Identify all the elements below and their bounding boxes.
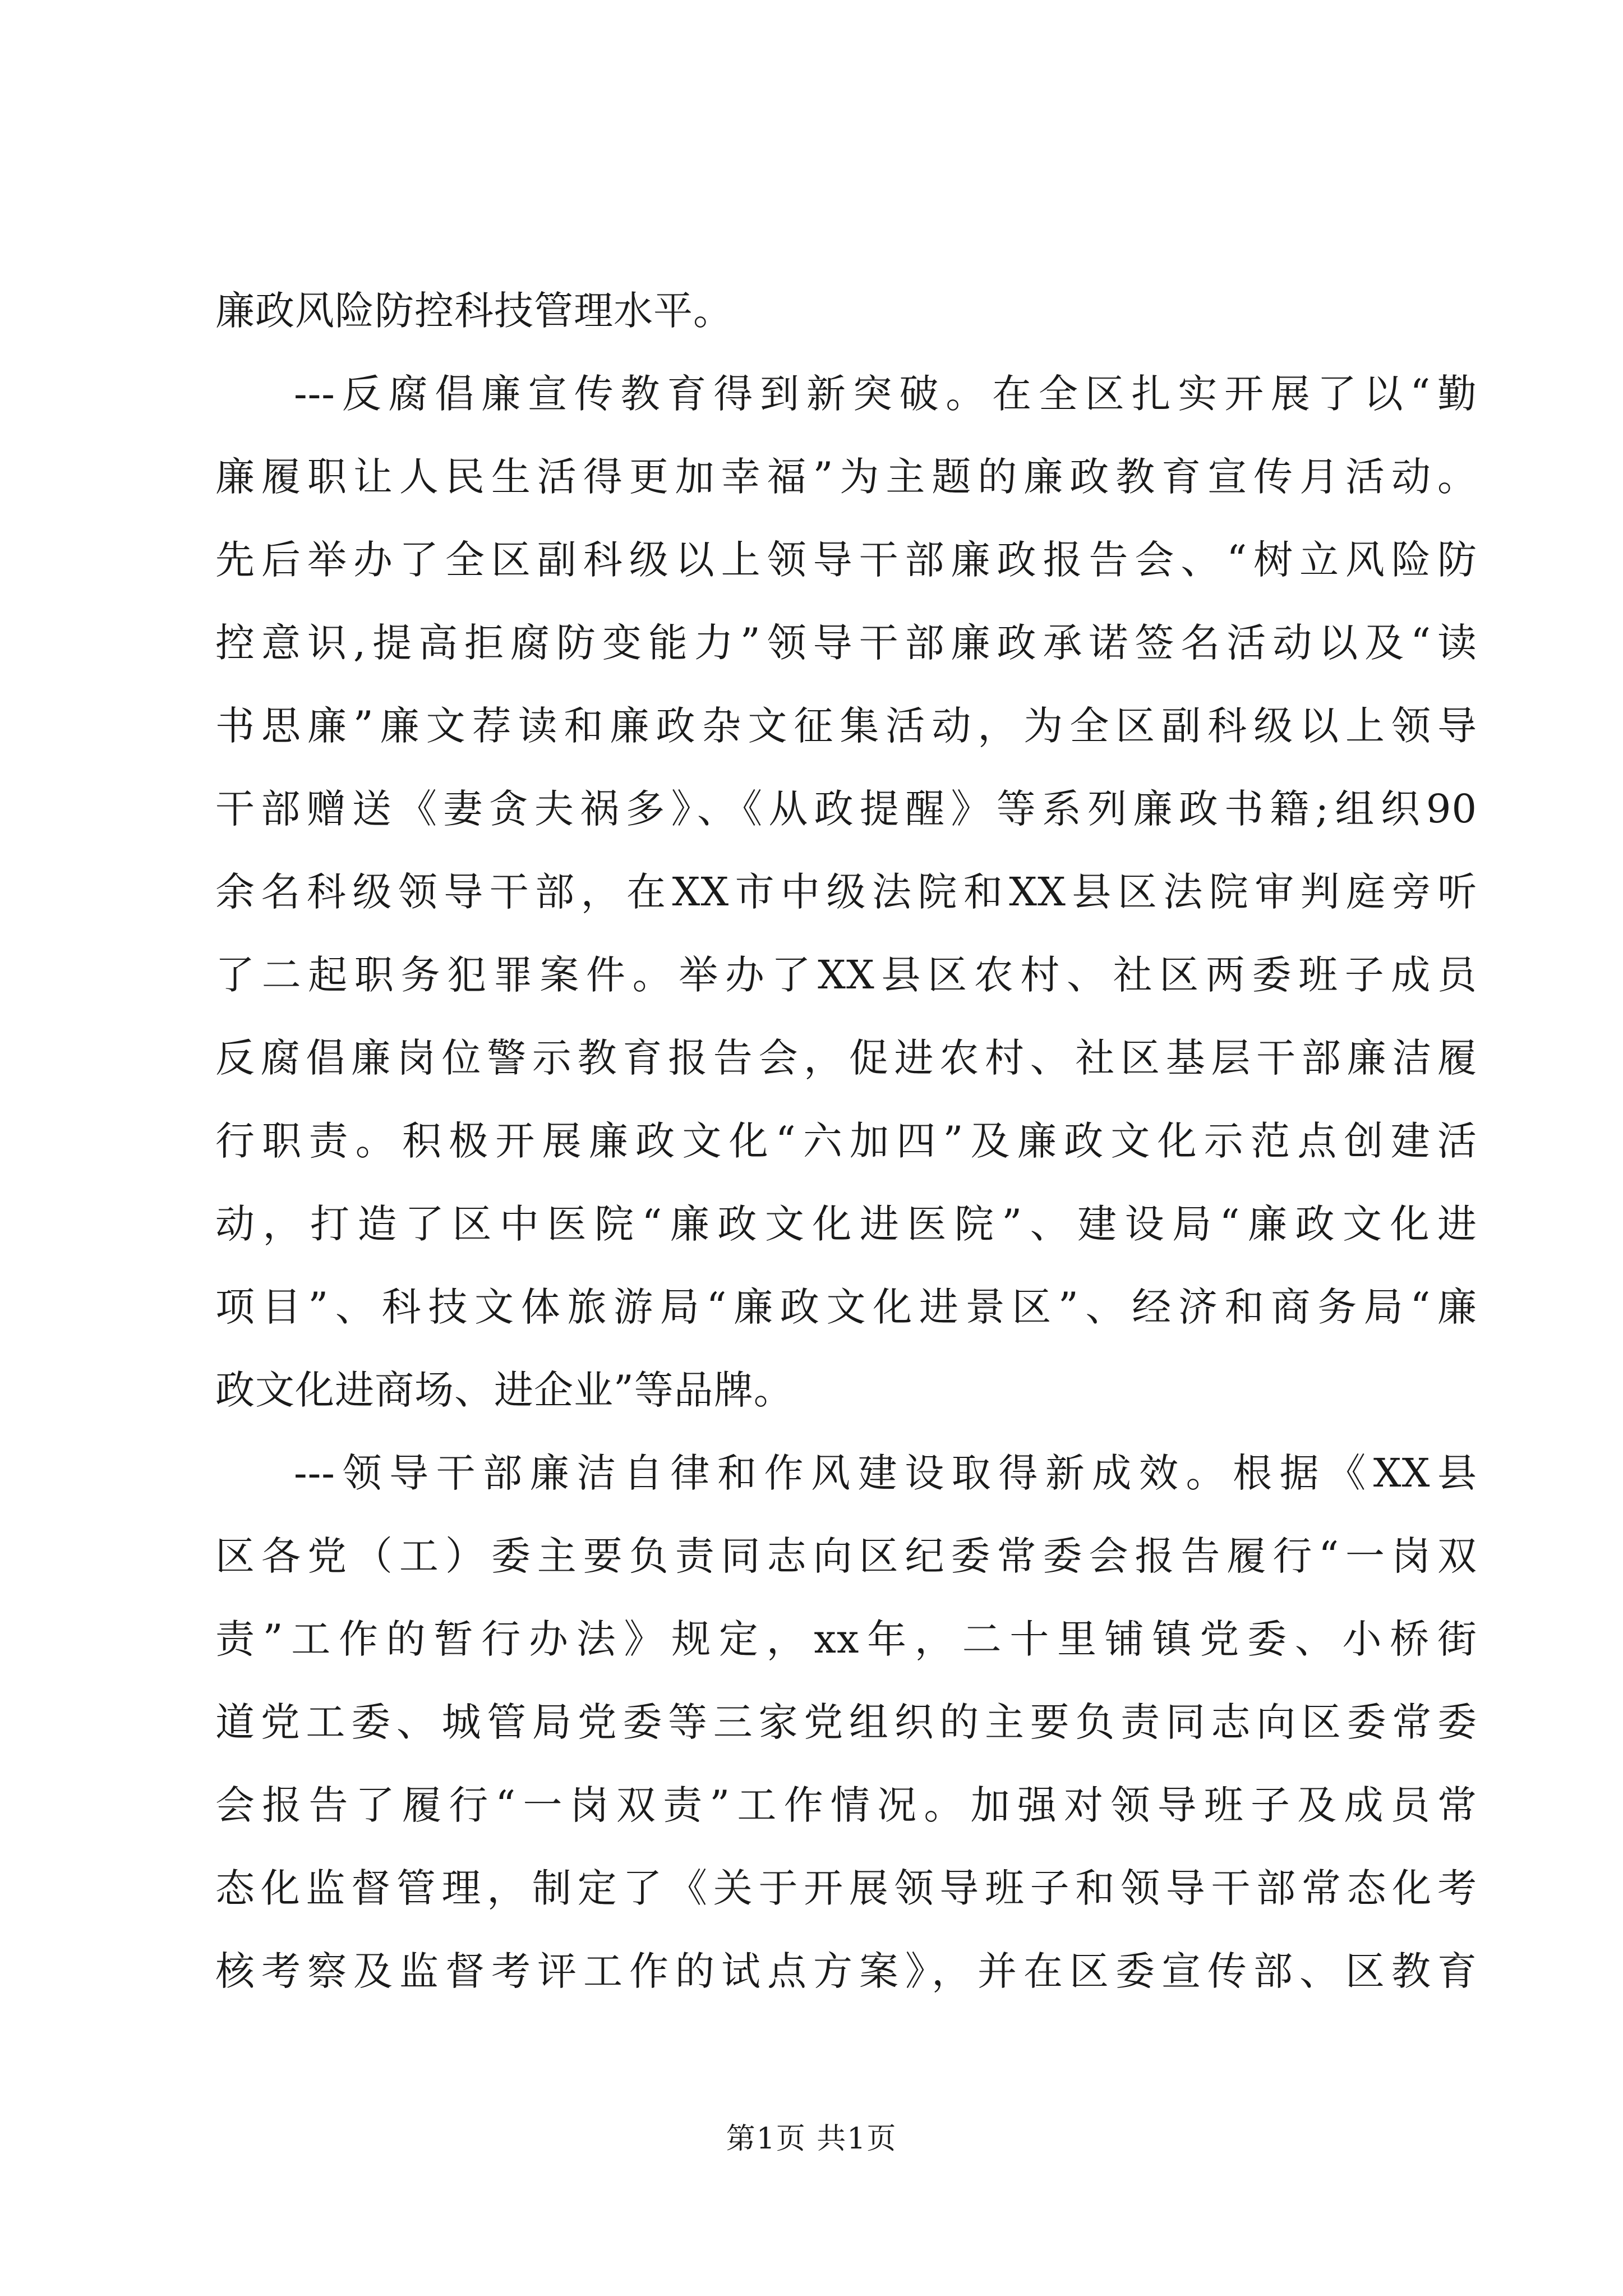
- page-number-footer: 第1页 共1页: [726, 2122, 897, 2156]
- text-line: 核考察及监督考评工作的试点方案》，并在区委宣传部、区教育: [215, 1948, 1477, 1994]
- text-line: 行职责。积极开展廉政文化“六加四”及廉政文化示范点创建活: [215, 1118, 1477, 1164]
- text-line: 干部赠送《妻贪夫祸多》、《从政提醒》等系列廉政书籍;组织90: [215, 786, 1477, 832]
- text-line: 余名科级领导干部，在XX市中级法院和XX县区法院审判庭旁听: [215, 869, 1477, 915]
- text-line: 项目”、科技文体旅游局“廉政文化进景区”、经济和商务局“廉: [215, 1284, 1477, 1330]
- document-body: [215, 269, 1477, 2013]
- text-line: 态化监督管理，制定了《关于开展领导班子和领导干部常态化考: [215, 1865, 1477, 1911]
- text-line: 责”工作的暂行办法》规定，xx年，二十里铺镇党委、小桥街: [215, 1616, 1477, 1662]
- text-line: 了二起职务犯罪案件。举办了XX县区农村、社区两委班子成员: [215, 952, 1477, 998]
- text-line: 反腐倡廉岗位警示教育报告会，促进农村、社区基层干部廉洁履: [215, 1035, 1477, 1081]
- text-line: 廉政风险防控科技管理水平。: [215, 288, 733, 334]
- text-line: 会报告了履行“一岗双责”工作情况。加强对领导班子及成员常: [215, 1782, 1477, 1828]
- paragraph-start-line: ---反腐倡廉宣传教育得到新突破。在全区扎实开展了以“勤: [294, 371, 1477, 417]
- text-line: 书思廉”廉文荐读和廉政杂文征集活动，为全区副科级以上领导: [215, 703, 1477, 749]
- text-line: 政文化进商场、进企业”等品牌。: [215, 1367, 794, 1413]
- text-line: 道党工委、城管局党委等三家党组织的主要负责同志向区委常委: [215, 1699, 1477, 1745]
- text-line: 区各党（工）委主要负责同志向区纪委常委会报告履行“一岗双: [215, 1533, 1477, 1579]
- text-line: 先后举办了全区副科级以上领导干部廉政报告会、“树立风险防: [215, 537, 1477, 583]
- text-line: 动，打造了区中医院“廉政文化进医院”、建设局“廉政文化进: [215, 1201, 1477, 1247]
- text-line: 控意识,提高拒腐防变能力”领导干部廉政承诺签名活动以及“读: [215, 620, 1477, 666]
- text-line: 廉履职让人民生活得更加幸福”为主题的廉政教育宣传月活动。: [215, 454, 1477, 500]
- paragraph-start-line: ---领导干部廉洁自律和作风建设取得新成效。根据《XX县: [294, 1450, 1477, 1496]
